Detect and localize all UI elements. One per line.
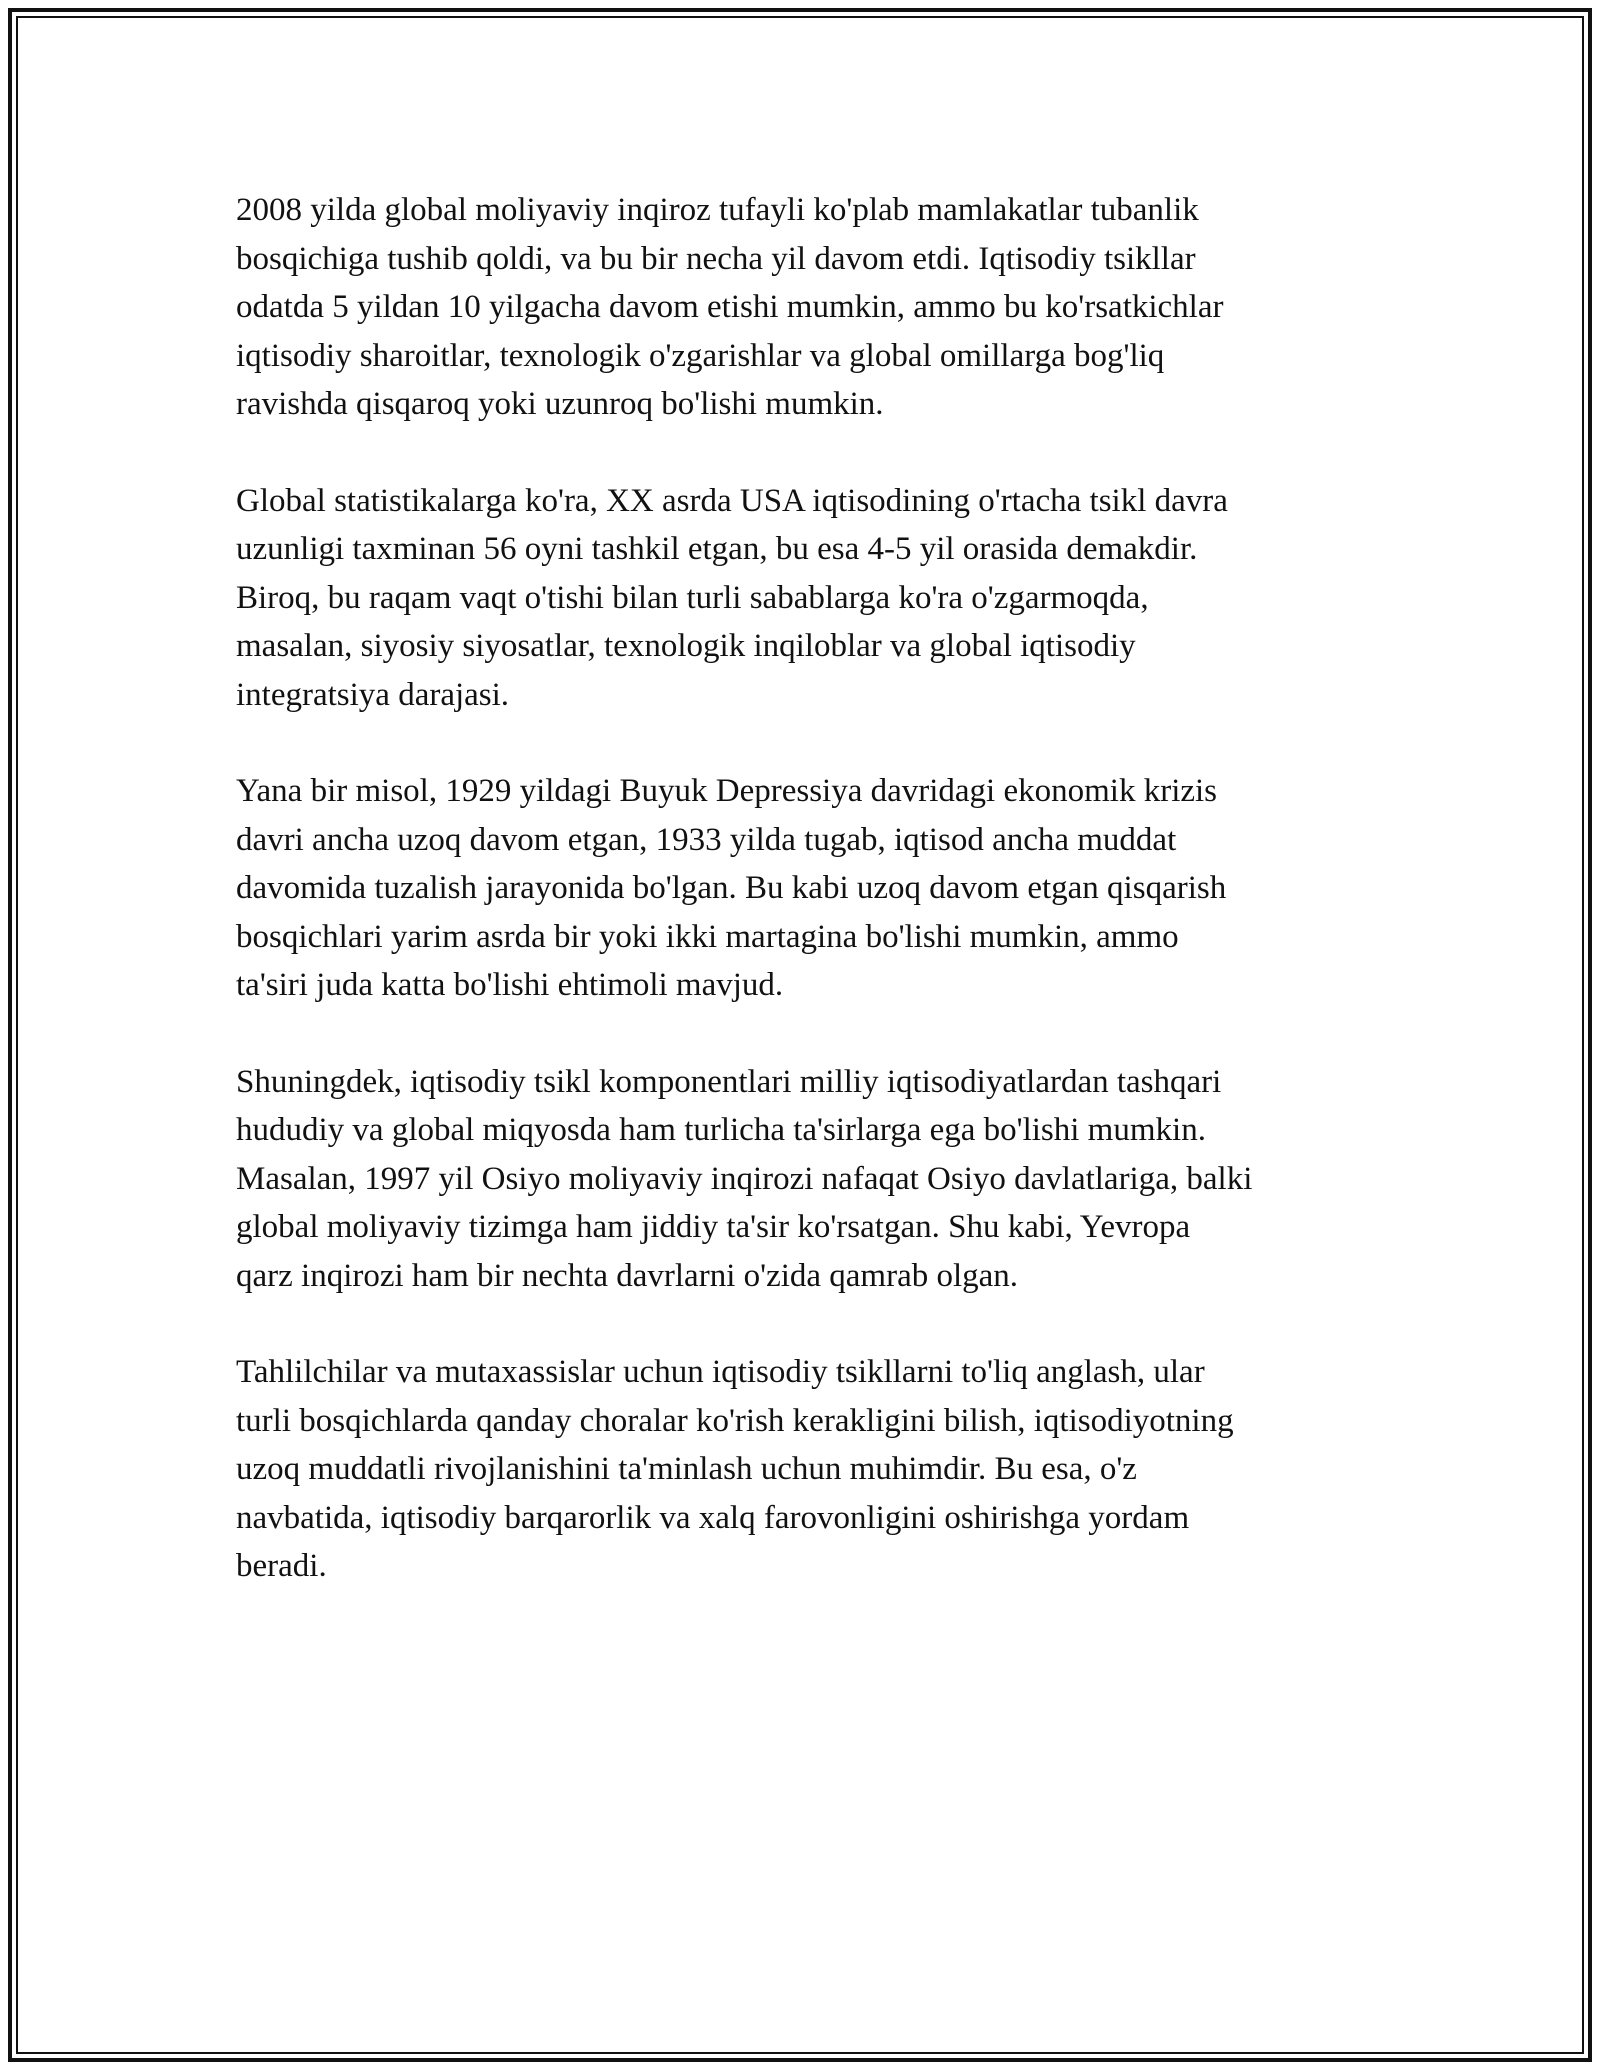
paragraph (236, 1058, 1376, 1301)
paragraph (236, 767, 1376, 1010)
text-line: Shuningdek, iqtisodiy tsikl komponentlari milliy iqtisodiyatlardan tashqari (236, 1063, 1222, 1100)
document-body (236, 186, 1376, 1639)
text-line: turli bosqichlarda qanday choralar ko'rish kerakligini bilish, iqtisodiyotning (236, 1402, 1234, 1439)
text-line: bosqichlari yarim asrda bir yoki ikki martagina bo'lishi mumkin, ammo (236, 918, 1179, 955)
text-line: odatda 5 yildan 10 yilgacha davom etishi mumkin, ammo bu ko'rsatkichlar (236, 289, 1224, 325)
text-line: 2008 yilda global moliyaviy inqiroz tufayli ko'plab mamlakatlar tubanlik (236, 192, 1199, 228)
text-line: bosqichiga tushib qoldi, va bu bir necha yil davom etdi. Iqtisodiy tsikllar (236, 240, 1196, 277)
text-line: Masalan, 1997 yil Osiyo moliyaviy inqirozi nafaqat Osiyo davlatlariga, balki (236, 1160, 1253, 1197)
paragraph (236, 477, 1376, 720)
text-line: Global statistikalarga ko'ra, XX asrda USA iqtisodining o'rtacha tsikl davra (236, 482, 1228, 519)
text-line: uzunligi taxminan 56 oyni tashkil etgan, bu esa 4-5 yil orasida demakdir. (236, 531, 1198, 567)
text-line: davomida tuzalish jarayonida bo'lgan. Bu kabi uzoq davom etgan qisqarish (236, 870, 1227, 906)
text-line: davri ancha uzoq davom etgan, 1933 yilda tugab, iqtisod ancha muddat (236, 821, 1177, 858)
text-line: masalan, siyosiy siyosatlar, texnologik inqiloblar va global iqtisodiy (236, 628, 1136, 664)
text-line: Yana bir misol, 1929 yildagi Buyuk Depressiya davridagi ekonomik krizis (236, 773, 1218, 809)
paragraph (236, 186, 1376, 429)
text-line: ta'siri juda katta bo'lishi ehtimoli mavjud. (236, 967, 784, 1003)
text-line: Tahlilchilar va mutaxassislar uchun iqtisodiy tsikllarni to'liq anglash, ular (236, 1354, 1205, 1390)
text-line: uzoq muddatli rivojlanishini ta'minlash uchun muhimdir. Bu esa, o'z (236, 1451, 1137, 1487)
text-line: Biroq, bu raqam vaqt o'tishi bilan turli sabablarga ko'ra o'zgarmoqda, (236, 579, 1149, 616)
text-line: beradi. (236, 1548, 327, 1584)
text-line: iqtisodiy sharoitlar, texnologik o'zgarishlar va global omillarga bog'liq (236, 337, 1165, 374)
text-line: global moliyaviy tizimga ham jiddiy ta'sir ko'rsatgan. Shu kabi, Yevropa (236, 1209, 1191, 1245)
text-line: ravishda qisqaroq yoki uzunroq bo'lishi mumkin. (236, 386, 884, 422)
text-line: hududiy va global miqyosda ham turlicha ta'sirlarga ega bo'lishi mumkin. (236, 1112, 1206, 1148)
text-line: navbatida, iqtisodiy barqarorlik va xalq farovonligini oshirishga yordam (236, 1499, 1190, 1536)
text-line: qarz inqirozi ham bir nechta davrlarni o'zida qamrab olgan. (236, 1257, 1019, 1294)
text-line: integratsiya darajasi. (236, 676, 510, 713)
paragraph (236, 1348, 1376, 1591)
